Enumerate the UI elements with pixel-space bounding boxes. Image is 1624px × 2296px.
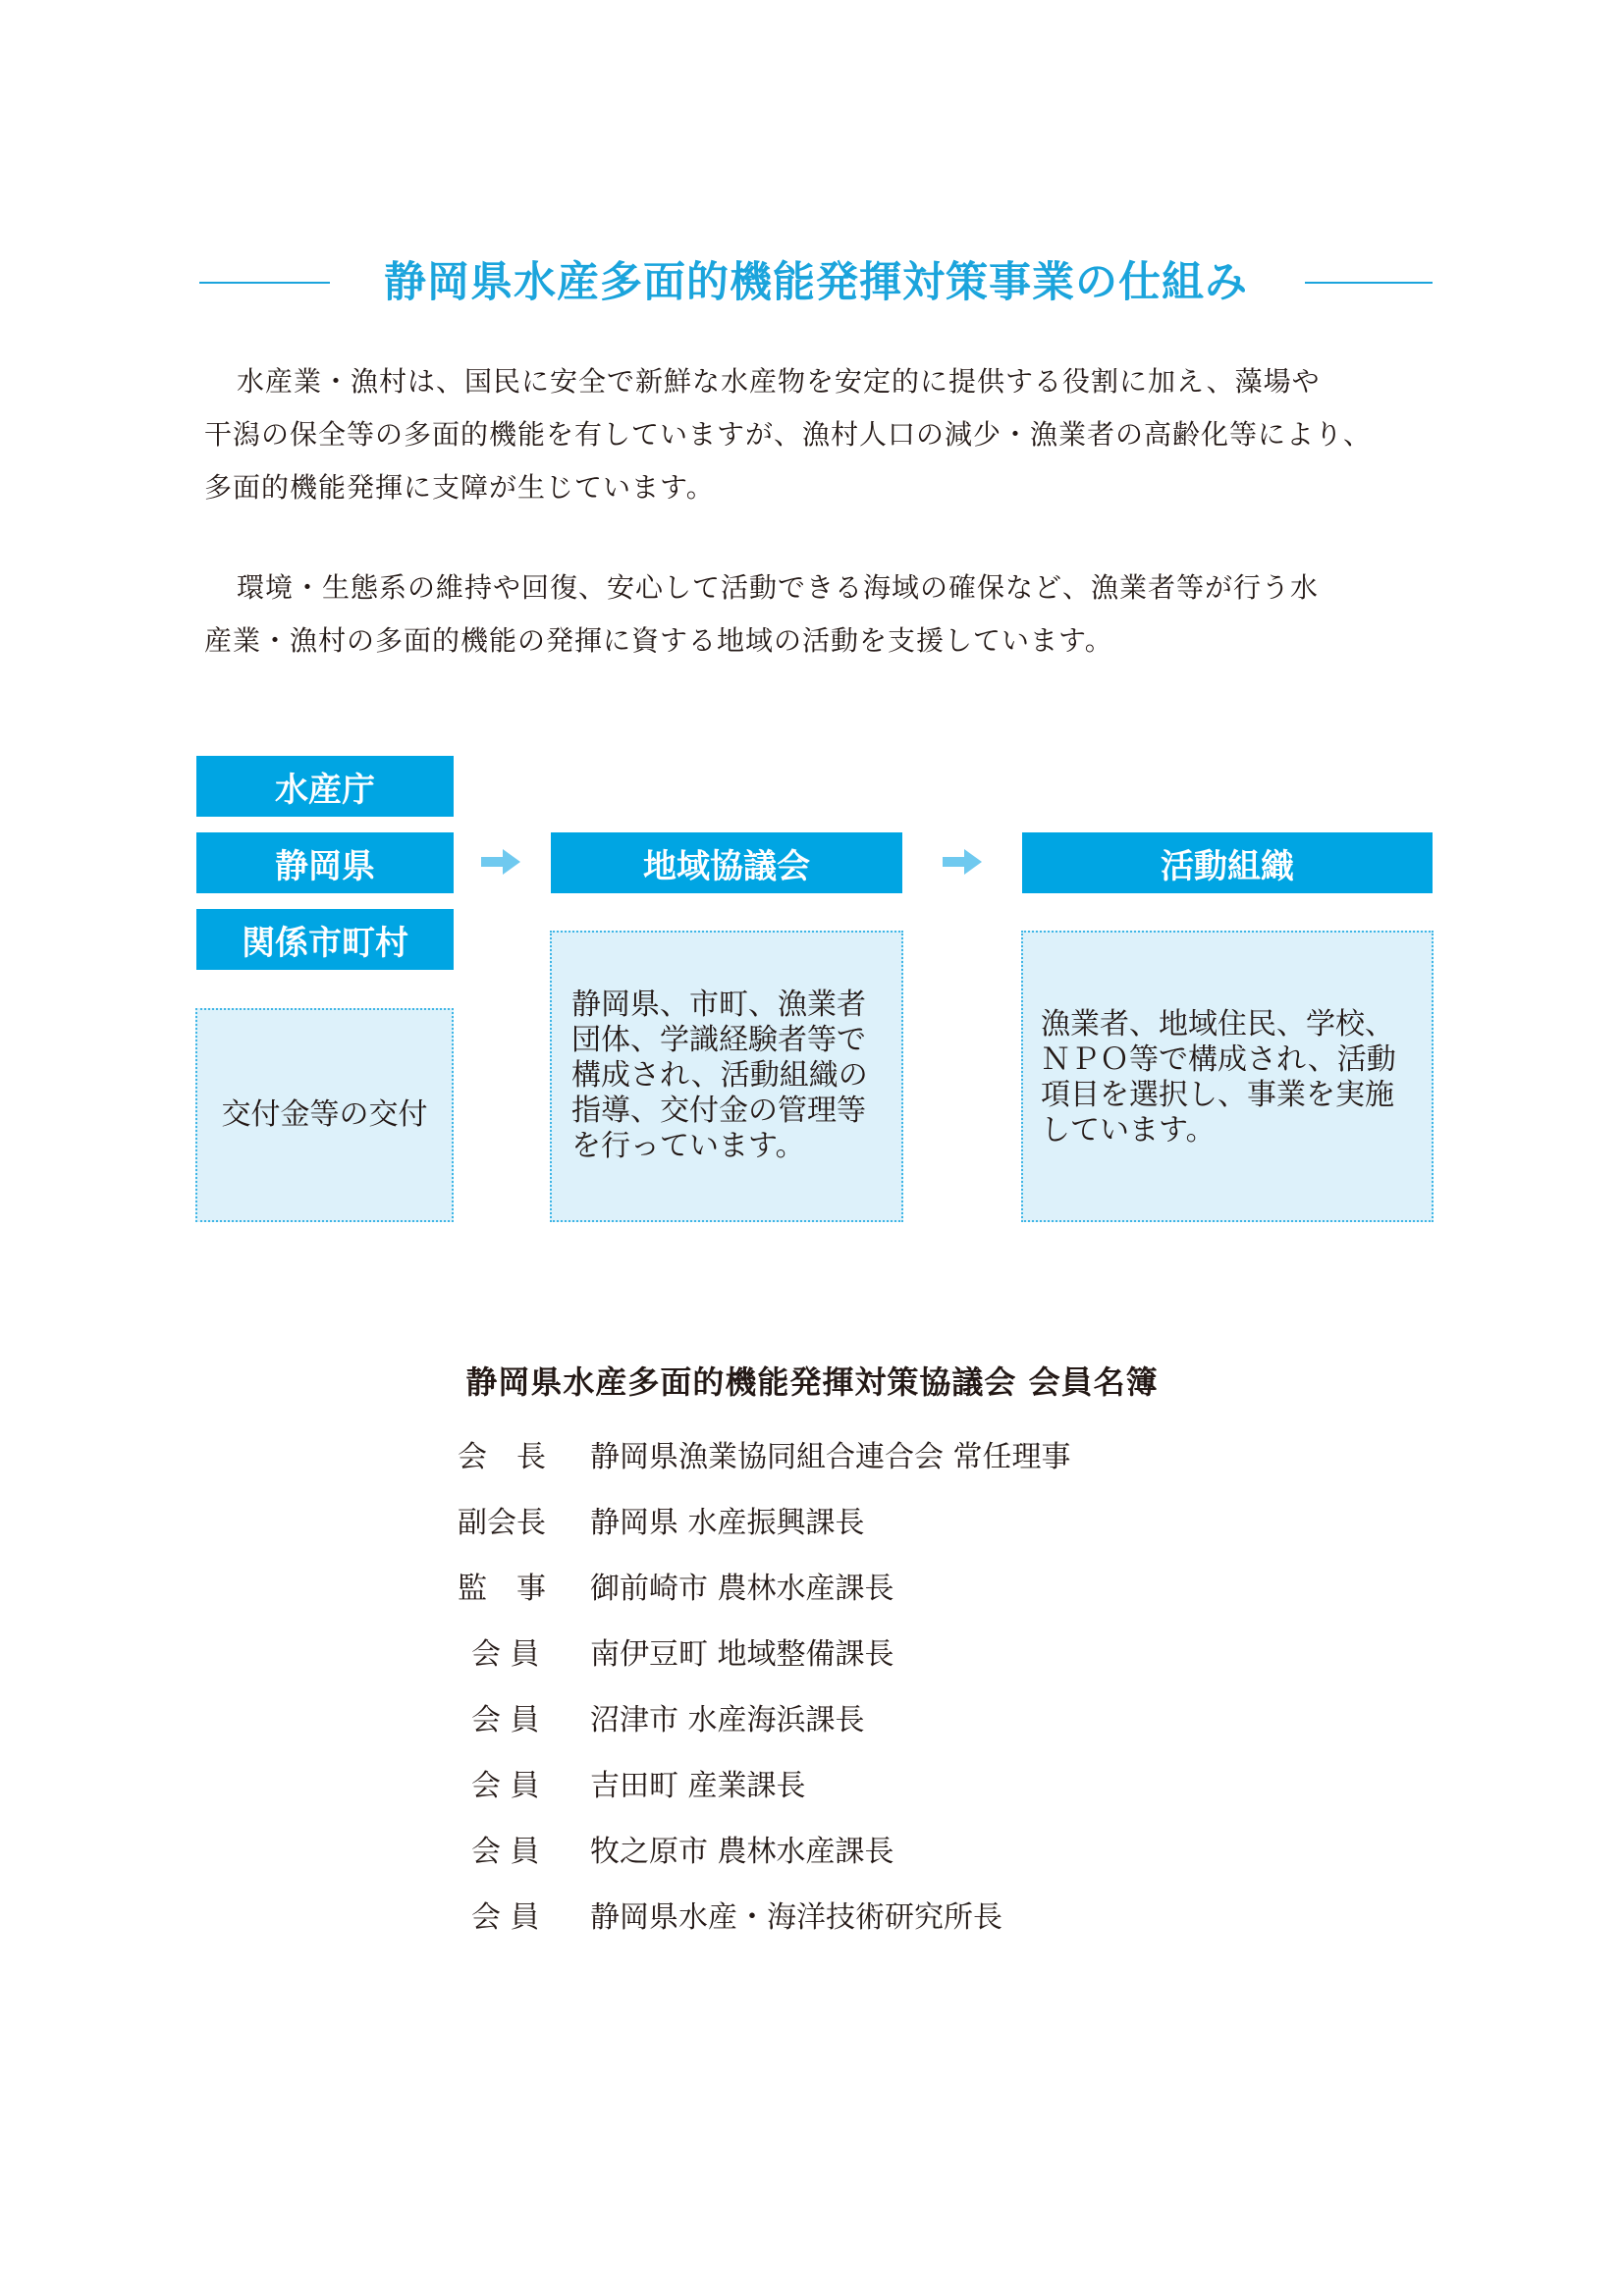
roster-role: 会 員 [471,1769,540,1803]
organization-description-line: 漁業者、地域住民、学校、 [1041,1007,1394,1041]
roster-member-name: 静岡県漁業協同組合連合会 常任理事 [590,1440,1071,1474]
intro-line: 干潟の保全等の多面的機能を有していますが、漁村人口の減少・漁業者の高齢化等により、 [204,418,1373,451]
page-title: 静岡県水産多面的機能発揮対策事業の仕組み [384,258,1248,307]
section-heading [199,253,1433,312]
council-description-line: 団体、学識経験者等で [571,1023,866,1057]
roster-member-name: 静岡県 水産振興課長 [590,1506,865,1540]
roster-role: 会 員 [471,1637,540,1672]
roster-role: 会 員 [471,1703,540,1737]
heading-rule-left [199,282,330,284]
org-box-fisheries-agency: 水産庁 [196,756,454,817]
arrow-right-icon [481,849,520,875]
roster-member-name: 沼津市 水産海浜課長 [590,1703,865,1737]
intro-paragraph-1 [204,355,1432,514]
roster-role: 会 長 [458,1440,546,1474]
roster-member-name: 静岡県水産・海洋技術研究所長 [590,1900,1002,1935]
arrow-right-icon [943,849,982,875]
council-description-line: 静岡県、市町、漁業者 [571,988,866,1022]
org-box-shizuoka-prefecture: 静岡県 [196,832,454,893]
council-description-box [550,931,903,1222]
council-description-line: 指導、交付金の管理等 [571,1094,866,1128]
council-description-line: を行っています。 [571,1129,805,1163]
heading-rule-right [1305,282,1433,284]
roster-member-name: 吉田町 産業課長 [590,1769,806,1803]
intro-line: 水産業・漁村は、国民に安全で新鮮な水産物を安定的に提供する役割に加え、藻場や [237,365,1321,398]
roster-member-name: 南伊豆町 地域整備課長 [590,1637,894,1672]
intro-line: 環境・生態系の維持や回復、安心して活動できる海域の確保など、漁業者等が行う水 [237,571,1320,604]
intro-paragraph-2 [204,561,1432,667]
funders-description-box [195,1008,454,1222]
intro-line: 産業・漁村の多面的機能の発揮に資する地域の活動を支援しています。 [204,624,1113,657]
council-description-line: 構成され、活動組織の [571,1058,868,1093]
roster-role: 会 員 [471,1900,540,1935]
organization-description-line: 項目を選択し、事業を実施 [1041,1078,1394,1112]
org-box-municipalities: 関係市町村 [196,909,454,970]
roster-role: 副会長 [458,1506,546,1540]
roster-role: 監 事 [458,1572,546,1606]
funders-description: 交付金等の交付 [221,1097,428,1132]
organization-description-line: しています。 [1041,1113,1216,1148]
organization-description-line: ＮＰＯ等で構成され、活動 [1041,1042,1396,1077]
intro-line: 多面的機能発揮に支障が生じています。 [204,471,715,504]
roster-title: 静岡県水産多面的機能発揮対策協議会 会員名簿 [465,1363,1159,1401]
org-box-regional-council: 地域協議会 [551,832,902,893]
org-box-activity-organization: 活動組織 [1022,832,1433,893]
roster-member-name: 御前崎市 農林水産課長 [590,1572,894,1606]
roster-role: 会 員 [471,1835,540,1869]
roster-member-name: 牧之原市 農林水産課長 [590,1835,894,1869]
organization-description-box [1021,931,1434,1222]
